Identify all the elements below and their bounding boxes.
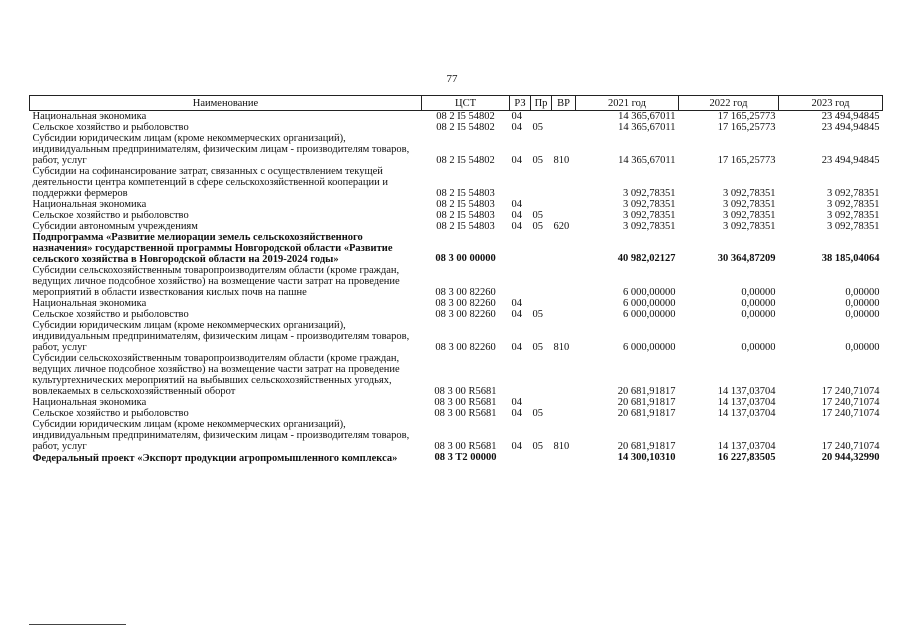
- row-value-2021: 14 365,67011: [618, 111, 676, 122]
- row-value-2023: 23 494,94845: [821, 122, 880, 133]
- row-cst: 08 2 I5 54803: [436, 188, 495, 199]
- row-vr: [552, 309, 576, 320]
- row-value-2021: 14 300,10310: [617, 452, 676, 463]
- row-vr: [552, 408, 576, 419]
- row-value-2023: 3 092,78351: [827, 221, 880, 232]
- row-cst: 08 3 00 82260: [435, 298, 496, 309]
- row-name: Сельское хозяйство и рыболовство: [32, 122, 189, 133]
- table-row: [30, 122, 883, 133]
- row-pr: 05: [532, 441, 543, 452]
- row-vr: [552, 397, 576, 408]
- row-rz: 04: [511, 309, 522, 320]
- row-value-2023: 0,00000: [845, 298, 880, 309]
- table-row: [30, 397, 883, 408]
- table-row: [30, 210, 883, 221]
- row-pr: [531, 166, 552, 199]
- row-pr: [531, 397, 552, 408]
- table-header-row: [30, 96, 883, 111]
- row-value-2023: 17 240,71074: [821, 386, 880, 397]
- row-value-2022: 0,00000: [741, 287, 776, 298]
- row-vr: [552, 298, 576, 309]
- row-value-2022: 3 092,78351: [723, 199, 776, 210]
- budget-table: [29, 95, 883, 464]
- table-row: [30, 232, 883, 265]
- row-value-2022: 17 165,25773: [717, 155, 776, 166]
- row-rz: [510, 353, 531, 397]
- row-value-2023: 17 240,71074: [821, 408, 880, 419]
- row-value-2022: 17 165,25773: [717, 122, 776, 133]
- row-value-2022: 3 092,78351: [723, 221, 776, 232]
- row-value-2021: 20 681,91817: [617, 441, 676, 452]
- row-value-2021: 20 681,91817: [617, 386, 676, 397]
- table-row: [30, 298, 883, 309]
- row-value-2021: 6 000,00000: [623, 298, 676, 309]
- row-name: Субсидии сельскохозяйственным товаропроизводителям области (кроме граждан, ведущих личное подсобное хозяйство) на возмещение части затрат на проведение культуртехнических мероприятий на выбывших сельскохозяйственных угодьях, вовлекаемых в сельскохозяйственный оборот: [32, 353, 400, 397]
- row-pr: [531, 298, 552, 309]
- row-rz: 04: [511, 221, 522, 232]
- row-name: Сельское хозяйство и рыболовство: [32, 210, 189, 221]
- row-cst: 08 3 00 82260: [435, 309, 496, 320]
- column-header-cst: ЦСТ: [422, 96, 510, 111]
- row-value-2022: 0,00000: [741, 309, 776, 320]
- row-rz: 04: [511, 298, 522, 309]
- row-value-2023: 0,00000: [845, 342, 880, 353]
- row-pr: 05: [532, 155, 543, 166]
- row-pr: 05: [532, 342, 543, 353]
- row-name: Субсидии юридическим лицам (кроме некоммерческих организаций), индивидуальным предпринимателям, физическим лицам - производителям товаров, работ, услуг: [32, 419, 410, 452]
- row-rz: [510, 265, 531, 298]
- row-pr: [531, 452, 552, 464]
- column-header-vr: ВР: [552, 96, 576, 111]
- row-value-2023: 23 494,94845: [821, 155, 880, 166]
- page-number: 77: [446, 73, 458, 85]
- row-vr: 620: [553, 221, 570, 232]
- row-vr: [552, 210, 576, 221]
- row-cst: 08 3 00 R5681: [434, 386, 497, 397]
- row-cst: 08 2 I5 54803: [436, 210, 495, 221]
- row-value-2023: 3 092,78351: [827, 188, 880, 199]
- row-value-2023: 3 092,78351: [827, 210, 880, 221]
- row-name: Субсидии автономным учреждениям: [32, 221, 198, 232]
- row-cst: 08 3 T2 00000: [434, 452, 497, 463]
- row-value-2022: 17 165,25773: [717, 111, 776, 122]
- row-value-2023: 20 944,32990: [821, 452, 880, 463]
- row-pr: [531, 199, 552, 210]
- row-vr: [552, 122, 576, 133]
- row-value-2023: 17 240,71074: [821, 397, 880, 408]
- row-value-2022: 0,00000: [741, 342, 776, 353]
- column-header-2021: 2021 год: [576, 96, 679, 111]
- row-name: Национальная экономика: [32, 199, 147, 210]
- row-rz: 04: [511, 210, 522, 221]
- row-name: Субсидии юридическим лицам (кроме некоммерческих организаций), индивидуальным предпринимателям, физическим лицам - производителям товаров, работ, услуг: [32, 133, 410, 166]
- row-cst: 08 3 00 R5681: [434, 408, 497, 419]
- row-pr: 05: [532, 309, 543, 320]
- row-value-2021: 20 681,91817: [617, 397, 676, 408]
- row-vr: 810: [553, 441, 570, 452]
- row-rz: 04: [511, 441, 522, 452]
- row-name: Субсидии на софинансирование затрат, связанных с осуществлением текущей деятельности центра компетенций в сфере сельскохозяйственной кооперации и поддержки фермеров: [32, 166, 388, 199]
- row-vr: 810: [553, 155, 570, 166]
- row-vr: 810: [553, 342, 570, 353]
- row-pr: 05: [532, 408, 543, 419]
- row-value-2021: 6 000,00000: [623, 309, 676, 320]
- table-row: [30, 221, 883, 232]
- row-cst: 08 3 00 R5681: [434, 397, 497, 408]
- table-body: [30, 111, 883, 465]
- row-rz: 04: [511, 111, 522, 122]
- row-rz: 04: [511, 199, 522, 210]
- row-value-2023: 0,00000: [845, 309, 880, 320]
- row-rz: 04: [511, 122, 522, 133]
- row-value-2022: 3 092,78351: [723, 210, 776, 221]
- row-value-2022: 30 364,87209: [717, 253, 776, 264]
- row-name: Национальная экономика: [32, 298, 147, 309]
- table-row: [30, 320, 883, 353]
- row-value-2021: 3 092,78351: [623, 221, 676, 232]
- row-rz: [510, 452, 531, 464]
- table-row: [30, 408, 883, 419]
- row-vr: [552, 452, 576, 464]
- row-vr: [552, 199, 576, 210]
- row-rz: 04: [511, 408, 522, 419]
- row-cst: 08 2 I5 54803: [436, 199, 495, 210]
- column-header-2022: 2022 год: [679, 96, 779, 111]
- row-value-2021: 3 092,78351: [623, 188, 676, 199]
- row-pr: [531, 111, 552, 123]
- row-value-2021: 40 982,02127: [617, 253, 676, 264]
- table-row: [30, 111, 883, 123]
- row-name: Национальная экономика: [32, 397, 147, 408]
- row-value-2021: 6 000,00000: [623, 342, 676, 353]
- row-cst: 08 2 I5 54802: [436, 122, 495, 133]
- row-name: Национальная экономика: [32, 111, 147, 122]
- footer-rule: [29, 624, 126, 625]
- row-rz: [510, 166, 531, 199]
- row-cst: 08 2 I5 54802: [436, 111, 495, 122]
- table-row: [30, 353, 883, 397]
- table-row: [30, 309, 883, 320]
- row-cst: 08 3 00 82260: [435, 287, 496, 298]
- row-pr: 05: [532, 221, 543, 232]
- table-row: [30, 166, 883, 199]
- row-value-2021: 3 092,78351: [623, 210, 676, 221]
- row-rz: 04: [511, 397, 522, 408]
- row-name: Субсидии сельскохозяйственным товаропроизводителям области (кроме граждан, ведущих личное подсобное хозяйство) на возмещение части затрат на проведение мероприятий в области известкования кислых почв на пашне: [32, 265, 400, 298]
- row-value-2021: 14 365,67011: [618, 155, 676, 166]
- row-value-2022: 0,00000: [741, 298, 776, 309]
- column-header-name: Наименование: [30, 96, 422, 111]
- table-row: [30, 199, 883, 210]
- row-name: Субсидии юридическим лицам (кроме некоммерческих организаций), индивидуальным предпринимателям, физическим лицам - производителям товаров, работ, услуг: [32, 320, 410, 353]
- row-value-2022: 14 137,03704: [717, 386, 776, 397]
- row-name: Сельское хозяйство и рыболовство: [32, 408, 189, 419]
- row-vr: [552, 265, 576, 298]
- row-cst: 08 3 00 R5681: [434, 441, 497, 452]
- row-value-2022: 14 137,03704: [717, 408, 776, 419]
- row-cst: 08 3 00 00000: [435, 253, 496, 264]
- row-value-2021: 6 000,00000: [623, 287, 676, 298]
- row-value-2021: 20 681,91817: [617, 408, 676, 419]
- row-vr: [552, 111, 576, 123]
- row-value-2022: 14 137,03704: [717, 441, 776, 452]
- row-pr: [531, 232, 552, 265]
- table-row: [30, 265, 883, 298]
- row-value-2021: 14 365,67011: [618, 122, 676, 133]
- row-cst: 08 2 I5 54803: [436, 221, 495, 232]
- row-vr: [552, 353, 576, 397]
- column-header-2023: 2023 год: [779, 96, 883, 111]
- row-value-2023: 3 092,78351: [827, 199, 880, 210]
- row-value-2023: 38 185,04064: [821, 253, 880, 264]
- row-vr: [552, 166, 576, 199]
- row-value-2021: 3 092,78351: [623, 199, 676, 210]
- row-name: Федеральный проект «Экспорт продукции агропромышленного комплекса»: [32, 453, 398, 464]
- row-cst: 08 3 00 82260: [435, 342, 496, 353]
- row-name: Сельское хозяйство и рыболовство: [32, 309, 189, 320]
- row-pr: [531, 353, 552, 397]
- row-pr: [531, 265, 552, 298]
- row-value-2023: 23 494,94845: [821, 111, 880, 122]
- row-pr: 05: [532, 210, 543, 221]
- column-header-rz: РЗ: [510, 96, 531, 111]
- row-name: Подпрограмма «Развитие мелиорации земель сельскохозяйственного назначения» государственной программы Новгородской области «Развитие сельского хозяйства в Новгородской области на 2019-2024 годы»: [32, 232, 393, 265]
- row-vr: [552, 232, 576, 265]
- column-header-pr: Пр: [531, 96, 552, 111]
- table-row: [30, 452, 883, 464]
- table-row: [30, 419, 883, 452]
- row-value-2022: 14 137,03704: [717, 397, 776, 408]
- row-pr: 05: [532, 122, 543, 133]
- row-rz: 04: [511, 155, 522, 166]
- row-value-2023: 0,00000: [845, 287, 880, 298]
- row-rz: 04: [511, 342, 522, 353]
- row-cst: 08 2 I5 54802: [436, 155, 495, 166]
- row-rz: [510, 232, 531, 265]
- table-row: [30, 133, 883, 166]
- row-value-2022: 3 092,78351: [723, 188, 776, 199]
- row-value-2022: 16 227,83505: [717, 452, 776, 463]
- row-value-2023: 17 240,71074: [821, 441, 880, 452]
